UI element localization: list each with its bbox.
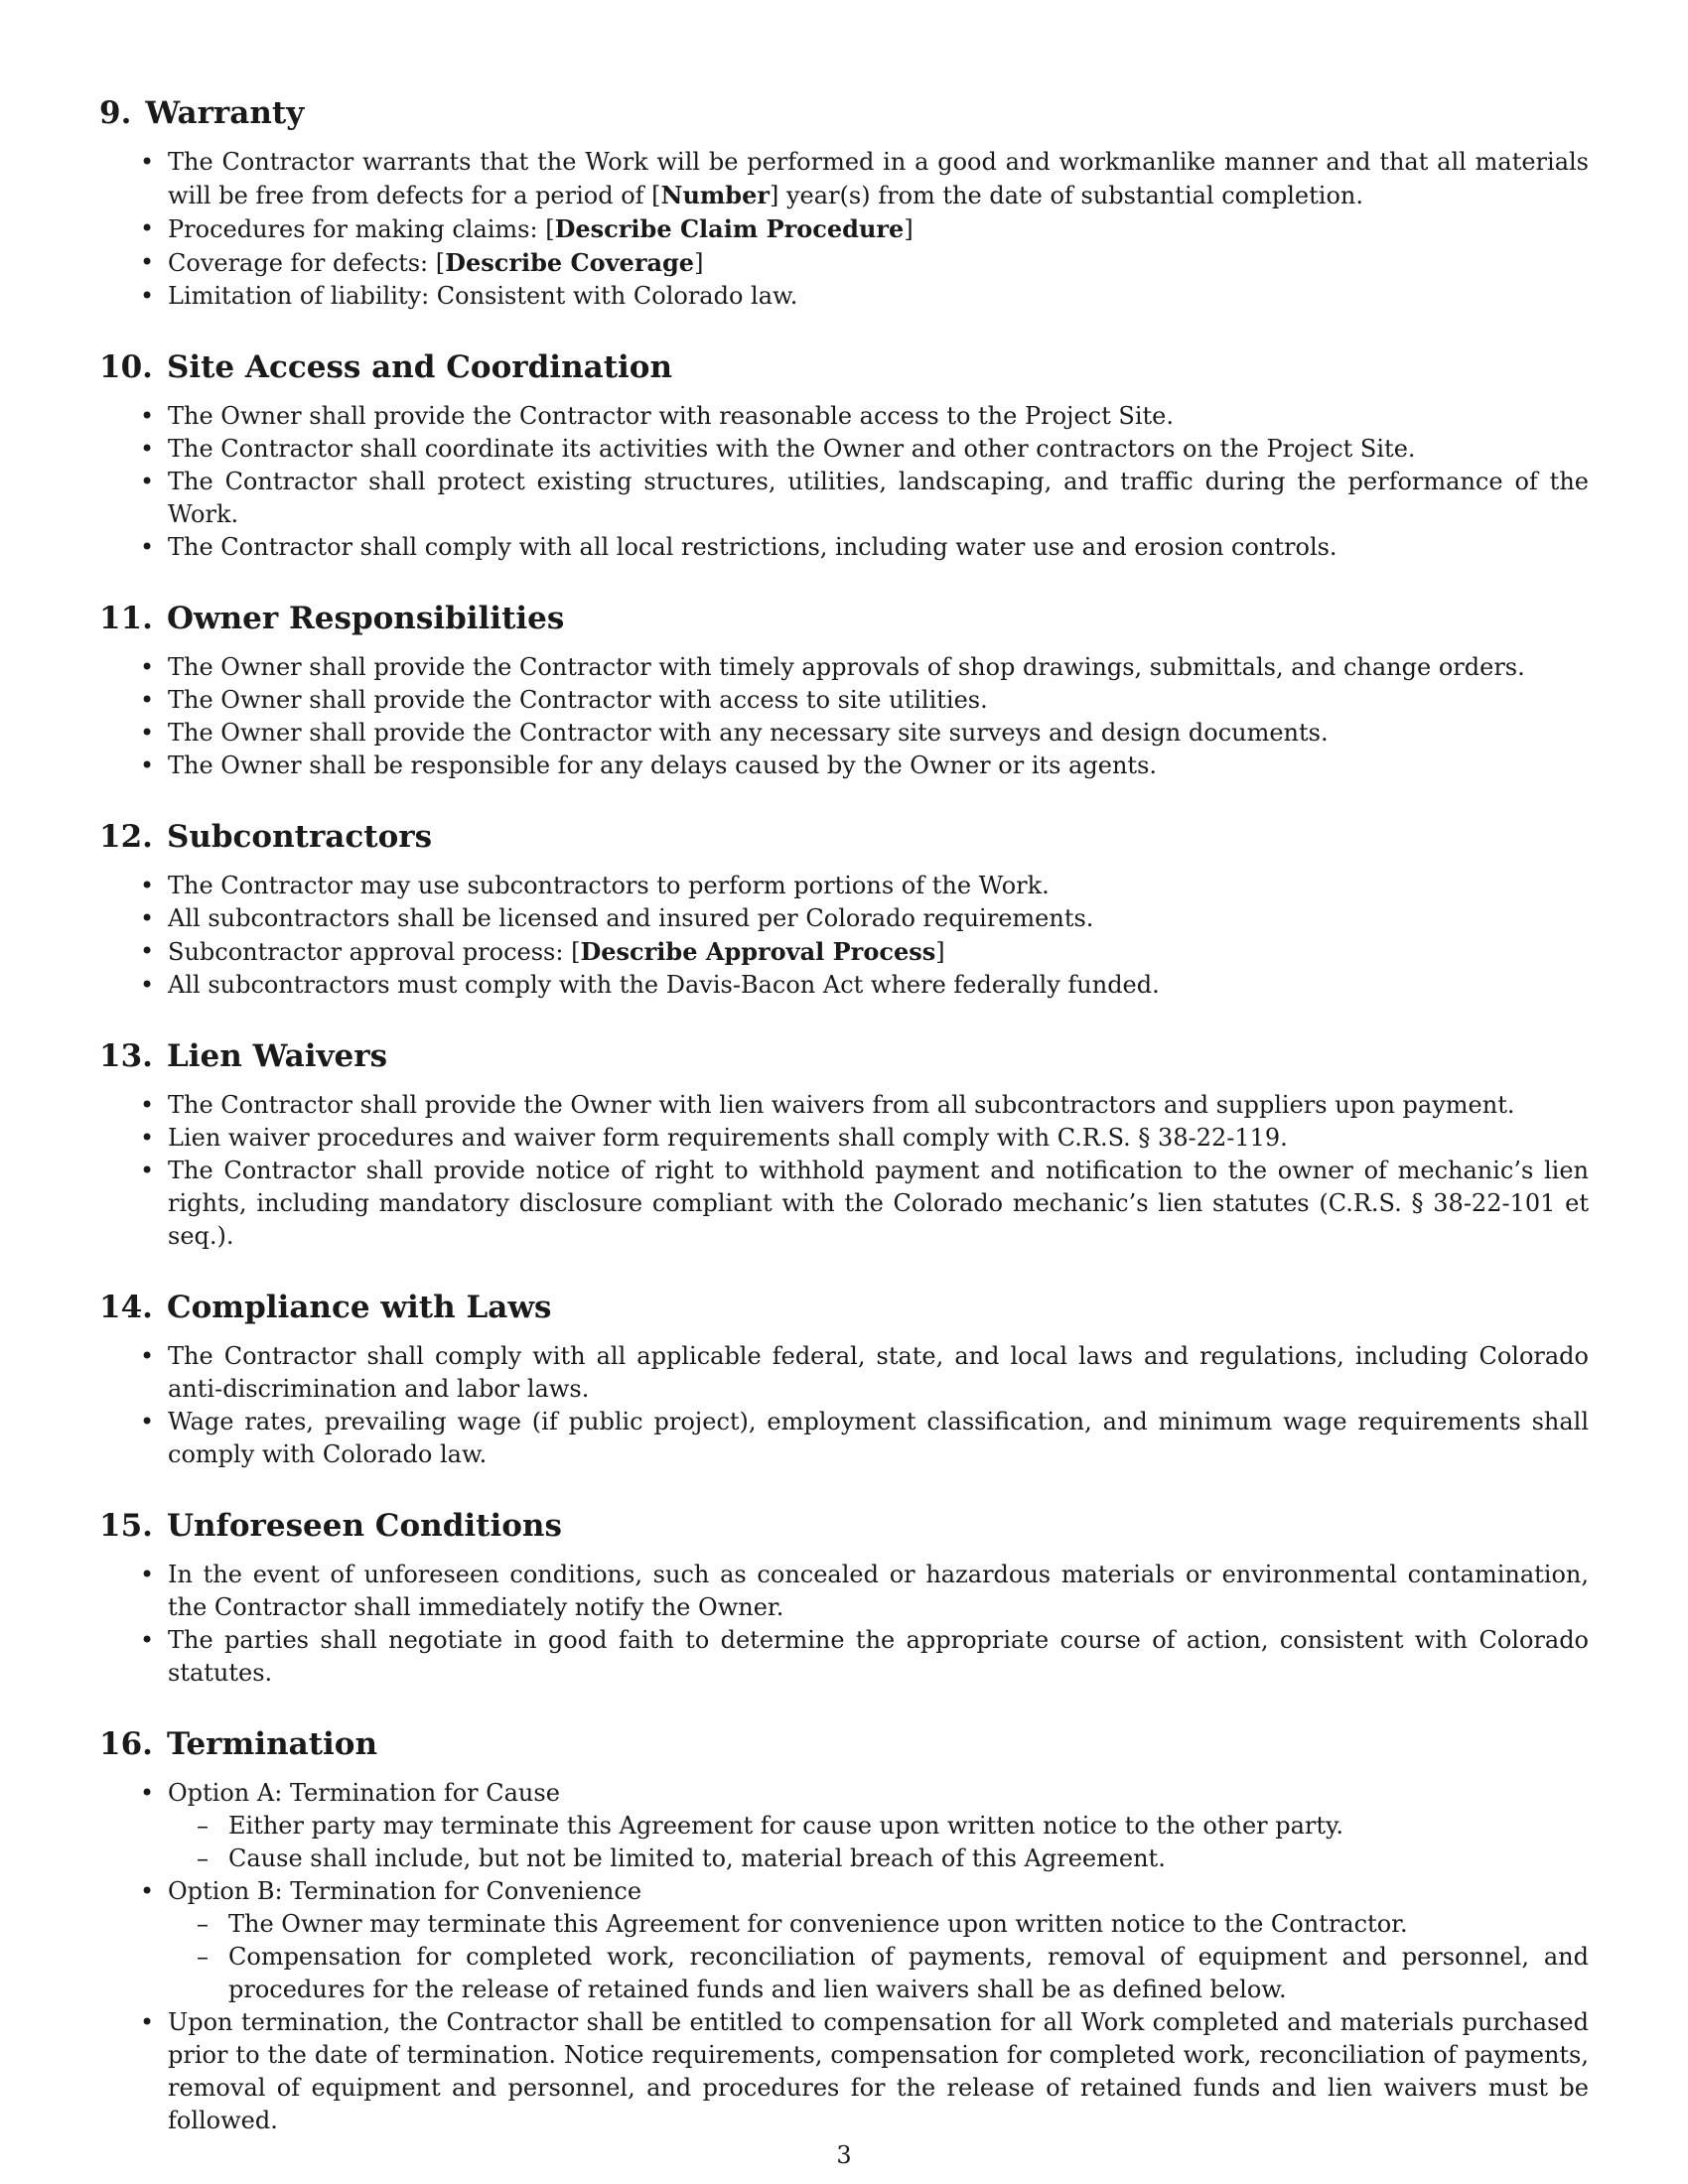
item-text: Coverage for defects: [	[168, 249, 446, 277]
section-heading	[99, 818, 1589, 856]
section-15	[99, 1507, 1589, 1690]
page-number: 3	[836, 2141, 852, 2169]
list-item	[168, 750, 1589, 782]
item-text: The Owner shall provide the Contractor with any necessary site surveys and design documents.	[168, 719, 1329, 747]
document-page	[99, 94, 1589, 2173]
list-item	[168, 1089, 1589, 1122]
section-heading	[99, 1507, 1589, 1545]
list-item	[168, 280, 1589, 313]
section-number: 14.	[99, 1290, 153, 1325]
list-item	[168, 1559, 1589, 1624]
item-text: The Contractor shall provide the Owner with lien waivers from all subcontractors and suppliers upon payment.	[168, 1091, 1515, 1119]
sub-list-item: – The Owner may terminate this Agreement for convenience upon written notice to the Contractor.	[228, 1908, 1589, 1941]
bullet-list	[99, 1559, 1589, 1690]
item-text: Procedures for making claims: [	[168, 215, 555, 243]
item-text: The parties shall negotiate in good faith to determine the appropriate course of action, consistent with Colorado statutes.	[168, 1626, 1589, 1687]
list-item	[168, 1155, 1589, 1253]
item-text: All subcontractors must comply with the Davis-Bacon Act where federally funded.	[168, 971, 1160, 999]
bullet-list	[99, 1777, 1589, 2137]
item-text: The Contractor warrants that the Work will be performed in a good and workmanlike manner and that all materials will be free from defects for a period of [	[168, 148, 1589, 209]
bullet-list	[99, 1340, 1589, 1471]
item-text: The Contractor shall provide notice of right to withhold payment and notification to the owner of mechanic’s lien rights, including mandatory disclosure compliant with the Colorado mechanic’s lien statutes (C.R.S. § 38-22-101 et seq.).	[168, 1157, 1589, 1250]
list-item	[168, 531, 1589, 564]
list-item	[168, 684, 1589, 717]
list-item	[168, 212, 1589, 246]
section-title: Owner Responsibilities	[166, 601, 565, 636]
section-number: 12.	[99, 819, 153, 855]
item-text: In the event of unforeseen conditions, such as concealed or hazardous materials or environmental contamination, the Contractor shall immediately notify the Owner.	[168, 1561, 1589, 1621]
item-text: The Owner shall provide the Contractor with timely approvals of shop drawings, submittals, and change orders.	[168, 653, 1525, 681]
list-item	[168, 433, 1589, 466]
item-text: Option A: Termination for Cause	[168, 1779, 560, 1807]
list-item	[168, 717, 1589, 750]
section-heading	[99, 348, 1589, 386]
item-text: The Contractor shall protect existing structures, utilities, landscaping, and traffic during the performance of the Work.	[168, 468, 1589, 528]
sub-list-item: – Compensation for completed work, reconciliation of payments, removal of equipment and personnel, and procedures for the release of retained funds and lien waivers shall be as defined below.	[228, 1941, 1589, 2006]
list-item	[168, 651, 1589, 684]
item-text: The Contractor shall comply with all local restrictions, including water use and erosion controls.	[168, 533, 1337, 561]
section-number: 13.	[99, 1038, 153, 1074]
list-item	[168, 1340, 1589, 1406]
item-text: The Contractor may use subcontractors to perform portions of the Work.	[168, 872, 1050, 899]
section-number: 10.	[99, 349, 153, 385]
section-heading	[99, 94, 1589, 132]
list-item	[168, 870, 1589, 902]
section-title: Site Access and Coordination	[166, 349, 673, 385]
bullet-list	[99, 1089, 1589, 1253]
section-heading	[99, 1037, 1589, 1075]
bullet-list	[99, 651, 1589, 782]
item-text: The Contractor shall comply with all applicable federal, state, and local laws and regulations, including Colorado anti-discrimination and labor laws.	[168, 1342, 1589, 1403]
section-heading	[99, 1289, 1589, 1326]
section-14	[99, 1289, 1589, 1471]
item-text: Subcontractor approval process: [	[168, 938, 581, 966]
section-title: Subcontractors	[166, 819, 433, 855]
list-item	[168, 902, 1589, 935]
item-text: Option B: Termination for Convenience	[168, 1877, 642, 1905]
list-item	[168, 1406, 1589, 1471]
item-text: The Contractor shall coordinate its activities with the Owner and other contractors on the Project Site.	[168, 435, 1416, 463]
item-text: The Owner shall provide the Contractor with reasonable access to the Project Site.	[168, 402, 1174, 430]
bullet-list	[99, 146, 1589, 313]
section-title: Lien Waivers	[166, 1038, 388, 1074]
item-text: Lien waiver procedures and waiver form requirements shall comply with C.R.S. § 38-22-119.	[168, 1124, 1288, 1152]
placeholder-text: Describe Claim Procedure	[554, 214, 905, 243]
item-text: Limitation of liability: Consistent with Colorado law.	[168, 282, 798, 310]
item-text: ]	[904, 215, 914, 243]
section-title: Compliance with Laws	[166, 1290, 552, 1325]
section-number: 15.	[99, 1508, 153, 1544]
list-item	[168, 246, 1589, 280]
section-10	[99, 348, 1589, 564]
sub-list	[168, 1908, 1589, 2006]
section-title: Warranty	[145, 95, 305, 131]
item-text: ] year(s) from the date of substantial completion.	[770, 182, 1363, 209]
section-16	[99, 1725, 1589, 2137]
sub-list-item: – Cause shall include, but not be limited to, material breach of this Agreement.	[228, 1843, 1589, 1875]
section-12	[99, 818, 1589, 1002]
list-item	[168, 969, 1589, 1002]
section-title: Termination	[166, 1726, 378, 1762]
sub-list-item: – Either party may terminate this Agreement for cause upon written notice to the other party.	[228, 1810, 1589, 1843]
item-text: Upon termination, the Contractor shall be entitled to compensation for all Work completed and materials purchased prior to the date of termination. Notice requirements, compensation for completed work, reconciliation of payments, removal of equipment and personnel, and procedures for the release of retained funds and lien waivers must be followed.	[168, 2008, 1589, 2134]
section-heading	[99, 1725, 1589, 1763]
item-text: The Owner shall be responsible for any delays caused by the Owner or its agents.	[168, 751, 1158, 779]
section-9	[99, 94, 1589, 313]
list-item	[168, 1777, 1589, 1875]
section-title: Unforeseen Conditions	[166, 1508, 562, 1544]
list-item	[168, 935, 1589, 969]
section-heading	[99, 600, 1589, 637]
list-item	[168, 466, 1589, 531]
section-13	[99, 1037, 1589, 1253]
placeholder-text: Number	[660, 181, 770, 209]
section-number: 9.	[99, 95, 132, 131]
item-text: The Owner shall provide the Contractor with access to site utilities.	[168, 686, 988, 714]
section-number: 11.	[99, 601, 153, 636]
item-text: ]	[694, 249, 704, 277]
sub-list	[168, 1810, 1589, 1875]
list-item	[168, 1624, 1589, 1690]
placeholder-text: Describe Approval Process	[580, 937, 936, 966]
bullet-list	[99, 400, 1589, 564]
bullet-list	[99, 870, 1589, 1002]
list-item	[168, 146, 1589, 212]
item-text: All subcontractors shall be licensed and insured per Colorado requirements.	[168, 904, 1094, 932]
item-text: ]	[935, 938, 945, 966]
placeholder-text: Describe Coverage	[445, 248, 695, 277]
item-text: Wage rates, prevailing wage (if public project), employment classification, and minimum wage requirements shall comply with Colorado law.	[168, 1408, 1589, 1468]
list-item	[168, 1875, 1589, 2006]
list-item	[168, 2006, 1589, 2137]
section-number: 16.	[99, 1726, 153, 1762]
list-item	[168, 400, 1589, 433]
section-11	[99, 600, 1589, 782]
list-item	[168, 1122, 1589, 1155]
